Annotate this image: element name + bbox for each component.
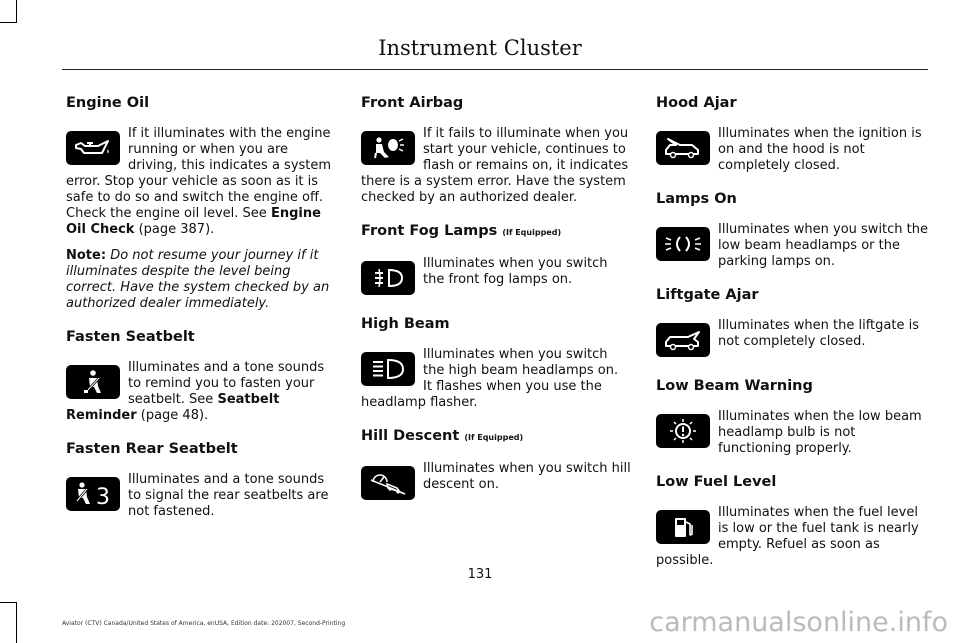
- hood-ajar-icon: [656, 131, 710, 165]
- note-label: Note:: [66, 248, 107, 263]
- page-title: Instrument Cluster: [378, 36, 582, 60]
- section-title-low-beam-warning: Low Beam Warning: [656, 378, 813, 394]
- high-beam-description: Illuminates when you switch the high beam headlamps on. It flashes when you use the headlamp flasher.: [361, 347, 619, 410]
- page-number: 131: [467, 567, 493, 582]
- front-fog-lamps-qualifier: (If Equipped): [502, 228, 562, 237]
- hill-descent-icon: [361, 466, 415, 500]
- entry-fasten-seatbelt: [66, 360, 339, 424]
- entry-low-beam-warning: [656, 409, 930, 457]
- section-title-fasten-rear-seatbelt: Fasten Rear Seatbelt: [66, 441, 238, 457]
- watermark: carmanualsonline.info: [649, 607, 948, 638]
- entry-front-airbag: [361, 126, 631, 206]
- fog-lamp-icon: [361, 261, 415, 295]
- lamps-on-description: Illuminates when you switch the low beam headlamps or the parking lamps on.: [718, 222, 929, 269]
- note-text: Do not resume your journey if it illuminates despite the level being correct. Have the system checked by an authorized dealer immediately.: [66, 248, 330, 311]
- parking-lamps-icon: [656, 227, 710, 261]
- low-beam-warning-icon: [656, 414, 710, 448]
- column-1: [66, 90, 339, 536]
- entry-liftgate-ajar: [656, 318, 930, 361]
- seatbelt-icon: [66, 365, 120, 399]
- seatbelt-page-ref: (page 48).: [136, 408, 209, 423]
- section-title-hood-ajar: Hood Ajar: [656, 95, 737, 111]
- section-title-liftgate-ajar: Liftgate Ajar: [656, 287, 759, 303]
- fasten-rear-seatbelt-description: Illuminates and a tone sounds to signal the rear seatbelts are not fastened.: [128, 472, 329, 519]
- seatbelt-reminder-link[interactable]: Seatbelt Reminder: [66, 392, 280, 423]
- engine-oil-note: [66, 248, 339, 312]
- rear-seatbelt-icon: [66, 477, 120, 511]
- liftgate-ajar-description: Illuminates when the liftgate is not completely closed.: [718, 318, 919, 349]
- footer-edition-text: Aviator (CTV) Canada/United States of America, enUSA, Edition date: 202007, Second-Printing: [62, 620, 346, 627]
- entry-engine-oil: [66, 126, 339, 312]
- column-3: [656, 90, 930, 585]
- front-fog-lamps-title-text: Front Fog Lamps: [361, 223, 498, 239]
- section-title-lamps-on: Lamps On: [656, 191, 737, 207]
- section-title-hill-descent: [361, 427, 631, 447]
- engine-oil-icon: [66, 131, 120, 165]
- rear-seatbelt-digit: 3: [96, 485, 110, 507]
- airbag-icon: [361, 131, 415, 165]
- section-title-engine-oil: Engine Oil: [66, 95, 150, 111]
- section-title-fasten-seatbelt: Fasten Seatbelt: [66, 329, 195, 345]
- entry-front-fog-lamps: [361, 256, 631, 299]
- header-divider: [62, 69, 928, 70]
- entry-high-beam: [361, 347, 631, 411]
- hill-descent-qualifier: (If Equipped): [464, 433, 524, 442]
- fuel-pump-icon: [656, 510, 710, 544]
- engine-oil-page-ref: (page 387).: [134, 222, 215, 237]
- entry-hood-ajar: [656, 126, 930, 174]
- hill-descent-title-text: Hill Descent: [361, 428, 460, 444]
- front-airbag-description: If it fails to illuminate when you start your vehicle, continues to flash or remains on, it indicates there is a system error. Have the system checked by an authorized dealer.: [361, 126, 629, 205]
- low-beam-warning-description: Illuminates when the low beam headlamp bulb is not functioning properly.: [718, 409, 922, 456]
- section-title-high-beam: High Beam: [361, 316, 450, 332]
- high-beam-icon: [361, 352, 415, 386]
- section-title-front-fog-lamps: [361, 222, 631, 242]
- low-fuel-level-description: Illuminates when the fuel level is low or the fuel tank is nearly empty. Refuel as soon as possible.: [656, 505, 919, 568]
- front-fog-lamps-description: Illuminates when you switch the front fog lamps on.: [423, 256, 608, 287]
- column-2: [361, 90, 631, 520]
- entry-low-fuel-level: [656, 505, 930, 569]
- hill-descent-description: Illuminates when you switch hill descent on.: [423, 461, 631, 492]
- fasten-seatbelt-body: Illuminates and a tone sounds to remind you to fasten your seatbelt. See: [128, 360, 325, 407]
- section-title-low-fuel-level: Low Fuel Level: [656, 474, 777, 490]
- section-title-front-airbag: Front Airbag: [361, 95, 464, 111]
- engine-oil-check-link[interactable]: Engine Oil Check: [66, 206, 321, 237]
- hood-ajar-description: Illuminates when the ignition is on and the hood is not completely closed.: [718, 126, 922, 173]
- liftgate-ajar-icon: [656, 323, 710, 357]
- entry-hill-descent: [361, 461, 631, 504]
- crop-mark-bottom-left: [0, 602, 17, 643]
- crop-mark-top-left: [0, 0, 17, 23]
- entry-fasten-rear-seatbelt: [66, 472, 339, 520]
- entry-lamps-on: [656, 222, 930, 270]
- engine-oil-body: If it illuminates with the engine running or when you are driving, this indicates a system error. Stop your vehicle as soon as it is safe to do so and switch the engine off. Check the engine oil level. See: [66, 126, 332, 221]
